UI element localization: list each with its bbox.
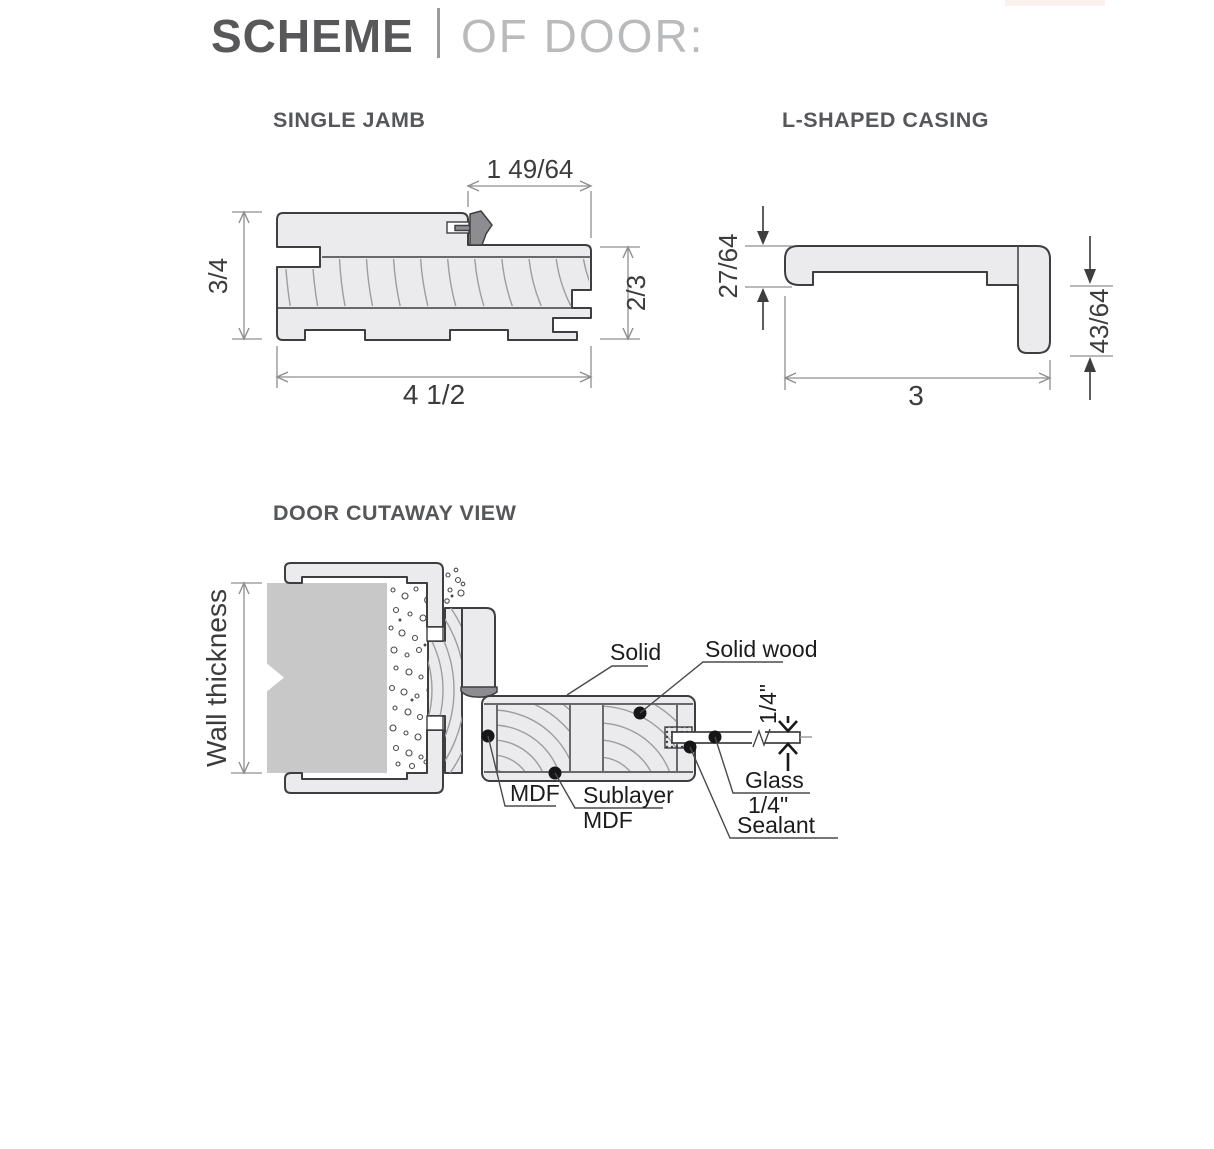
- sublayer-label-line2: MDF: [583, 807, 633, 833]
- single-jamb-section: [203, 0, 1115, 655]
- dim-casing-bottom-text: 3: [908, 380, 924, 411]
- dim-glass-thickness: [755, 684, 797, 771]
- dim-jamb-right: [600, 247, 651, 339]
- weatherstrip-seal: [470, 211, 492, 245]
- dim-jamb-bottom: [277, 346, 591, 410]
- dim-casing-right: [1070, 236, 1114, 400]
- dim-casing-right-text: 43/64: [1084, 288, 1114, 354]
- l-casing-profile: [785, 246, 1050, 353]
- dim-jamb-bottom-text: 4 1/2: [402, 379, 466, 410]
- top-casing-gap: [427, 627, 443, 641]
- page-header: [211, 8, 704, 62]
- dim-jamb-left: [203, 212, 262, 339]
- page-title-light: OF DOOR:: [461, 10, 705, 62]
- door-stop: [462, 608, 495, 690]
- scan-artifact: [1005, 0, 1105, 6]
- dim-casing-bottom: [785, 296, 1050, 411]
- title-divider: [437, 8, 440, 58]
- dim-jamb-top-text: 1 49/64: [486, 154, 574, 184]
- solid-wood-label: Solid wood: [705, 636, 818, 662]
- cutaway-section: [151, 501, 838, 962]
- single-jamb-heading: SINGLE JAMB: [273, 108, 426, 132]
- glass-label-line1: Glass: [745, 767, 804, 793]
- dim-casing-left-text: 27/64: [713, 233, 743, 299]
- sublayer-label-line1: Sublayer: [583, 782, 674, 808]
- cutaway-heading: DOOR CUTAWAY VIEW: [273, 501, 517, 525]
- dim-casing-left: [713, 206, 792, 330]
- door-slab-outline: [482, 696, 695, 781]
- dim-glass-text: 1/4": [755, 683, 781, 725]
- dim-wall-thickness: [201, 583, 262, 773]
- mdf-label: MDF: [510, 780, 560, 806]
- page-title-bold: SCHEME: [211, 10, 414, 62]
- l-casing-section: [713, 108, 1114, 411]
- solid-leader-line: [567, 666, 648, 695]
- single-jamb-profile: [277, 213, 591, 340]
- wall-section: [267, 583, 387, 773]
- dim-wall-thickness-text: Wall thickness: [201, 589, 232, 767]
- solid-label: Solid: [610, 639, 662, 665]
- seal-tongue: [455, 226, 470, 231]
- bottom-casing-gap: [427, 716, 443, 730]
- glass-label-line2: 1/4": [748, 792, 789, 818]
- dim-jamb-right-text: 2/3: [621, 274, 651, 312]
- l-casing-heading: L-SHAPED CASING: [782, 108, 989, 132]
- dim-jamb-left-text: 3/4: [203, 257, 233, 295]
- sealant-label: Sealant: [737, 812, 816, 838]
